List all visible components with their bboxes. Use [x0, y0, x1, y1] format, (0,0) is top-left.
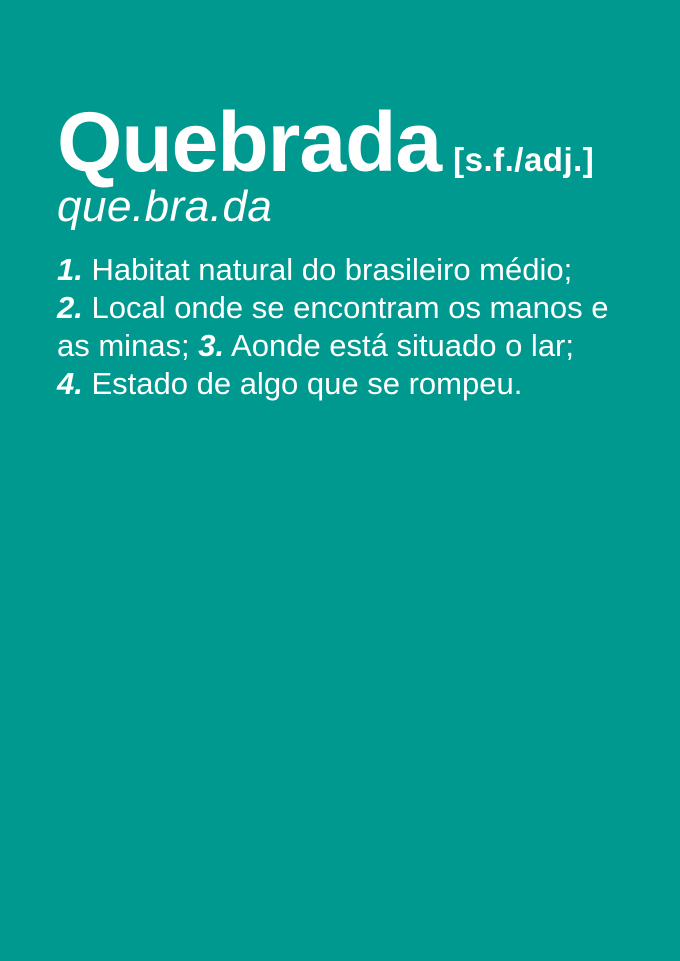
definition-continuation-text: as minas;	[57, 327, 199, 363]
definition-number: 4.	[57, 365, 83, 401]
definition-line	[57, 251, 632, 289]
card-content	[0, 95, 680, 403]
definition-line	[57, 327, 632, 365]
definition-line	[57, 365, 632, 403]
definition-number: 3.	[198, 327, 225, 363]
grammar-tag: [s.f./adj.]	[453, 141, 595, 178]
pronunciation: que.bra.da	[57, 182, 273, 231]
definition-text: Habitat natural do brasileiro médio;	[82, 251, 573, 287]
definition-text: Estado de algo que se rompeu.	[82, 365, 523, 401]
definition-text: Aonde está situado o lar;	[224, 327, 574, 363]
definition-line	[57, 289, 632, 327]
definition-number: 1.	[57, 251, 83, 287]
definition-number: 2.	[57, 289, 83, 325]
definition-text: Local onde se encontram os manos e	[82, 289, 609, 325]
headword: Quebrada	[57, 95, 442, 189]
headword-row	[57, 95, 634, 189]
definitions-list	[57, 251, 632, 403]
